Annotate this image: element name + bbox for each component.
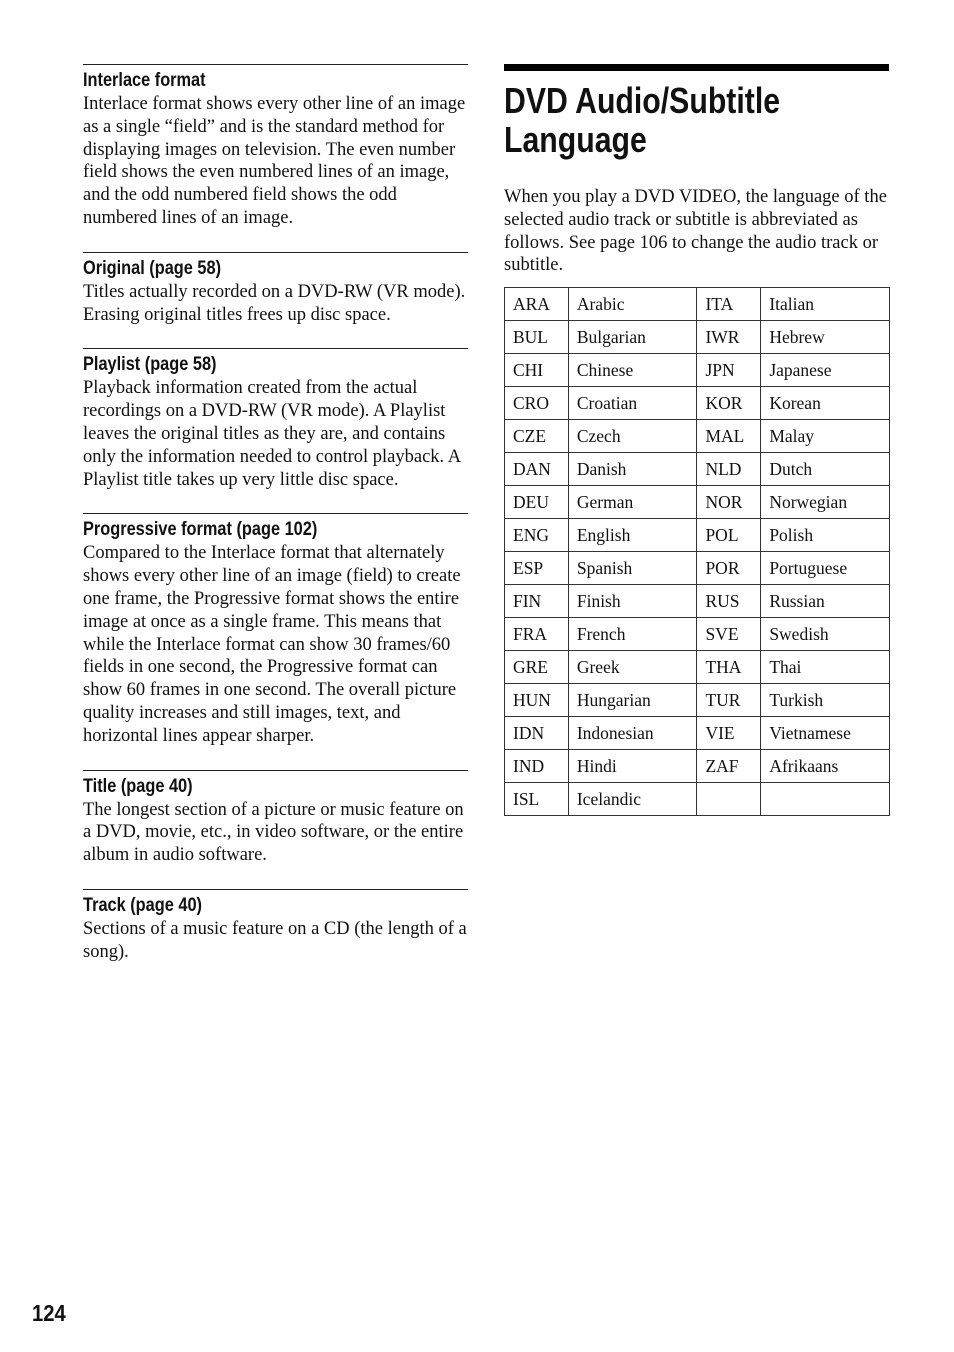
glossary-entry-original <box>83 252 468 327</box>
language-code-cell: CRO <box>505 387 569 420</box>
language-code-cell: IWR <box>697 321 761 354</box>
glossary-term: Progressive format (page 102) <box>83 519 318 541</box>
language-name-cell: Danish <box>568 453 697 486</box>
language-code-cell: JPN <box>697 354 761 387</box>
glossary-column <box>83 64 468 986</box>
language-code-cell: NOR <box>697 486 761 519</box>
table-row <box>505 453 890 486</box>
language-name-cell: Vietnamese <box>761 717 890 750</box>
language-name-cell: Dutch <box>761 453 890 486</box>
language-name-cell: Bulgarian <box>568 321 697 354</box>
language-name-cell: Japanese <box>761 354 890 387</box>
language-code-cell: FRA <box>505 618 569 651</box>
language-name-cell: Spanish <box>568 552 697 585</box>
language-code-cell: DEU <box>505 486 569 519</box>
language-name-cell: Swedish <box>761 618 890 651</box>
language-code-cell: MAL <box>697 420 761 453</box>
language-name-cell: Italian <box>761 288 890 321</box>
language-code-cell: ARA <box>505 288 569 321</box>
table-row <box>505 321 890 354</box>
language-name-cell: Norwegian <box>761 486 890 519</box>
language-code-cell: IND <box>505 750 569 783</box>
language-name-cell: English <box>568 519 697 552</box>
table-row <box>505 717 890 750</box>
language-code-cell: NLD <box>697 453 761 486</box>
glossary-definition: Titles actually recorded on a DVD-RW (VR mode). Erasing original titles frees up disc space. <box>83 281 466 325</box>
table-row <box>505 552 890 585</box>
language-code-cell: KOR <box>697 387 761 420</box>
language-code-cell: POR <box>697 552 761 585</box>
language-section <box>504 64 890 816</box>
language-code-cell: ZAF <box>697 750 761 783</box>
page-number: 124 <box>32 1300 66 1326</box>
table-row <box>505 354 890 387</box>
table-row <box>505 750 890 783</box>
language-name-cell: Hebrew <box>761 321 890 354</box>
glossary-entry-progressive <box>83 513 468 747</box>
table-row <box>505 387 890 420</box>
language-code-cell: ENG <box>505 519 569 552</box>
glossary-term: Title (page 40) <box>83 775 193 797</box>
language-code-cell: FIN <box>505 585 569 618</box>
glossary-definition: The longest section of a picture or music feature on a DVD, movie, etc., in video software, or the entire album in audio software. <box>83 799 464 866</box>
language-name-cell: Indonesian <box>568 717 697 750</box>
language-name-cell: Portuguese <box>761 552 890 585</box>
table-row <box>505 684 890 717</box>
language-code-cell: SVE <box>697 618 761 651</box>
language-name-cell: Hindi <box>568 750 697 783</box>
language-name-cell: Arabic <box>568 288 697 321</box>
glossary-term: Interlace format <box>83 70 206 91</box>
language-name-cell: Czech <box>568 420 697 453</box>
language-name-cell: Croatian <box>568 387 697 420</box>
language-name-cell: Finish <box>568 585 697 618</box>
glossary-term: Playlist (page 58) <box>83 354 217 376</box>
glossary-entry-interlace <box>83 64 468 230</box>
language-name-cell <box>761 783 890 816</box>
language-name-cell: German <box>568 486 697 519</box>
language-code-cell: CZE <box>505 420 569 453</box>
glossary-definition: Sections of a music feature on a CD (the length of a song). <box>83 918 467 962</box>
language-code-cell: IDN <box>505 717 569 750</box>
language-code-table <box>504 287 890 816</box>
table-row <box>505 519 890 552</box>
language-code-cell: BUL <box>505 321 569 354</box>
glossary-definition: Compared to the Interlace format that alternately shows every other line of an image (field) to create one frame, the Progressive format shows the entire image at once as a single frame. This means that while the Interlace format can show 30 frames/60 fields in one second, the Progressive format can show 60 frames in one second. The overall picture quality increases and still images, text, and horizontal lines appear sharper. <box>83 543 461 746</box>
language-code-cell: ESP <box>505 552 569 585</box>
language-name-cell: Turkish <box>761 684 890 717</box>
language-code-cell: THA <box>697 651 761 684</box>
glossary-term: Track (page 40) <box>83 894 202 916</box>
glossary-entry-track <box>83 889 468 964</box>
language-code-cell: GRE <box>505 651 569 684</box>
language-name-cell: Greek <box>568 651 697 684</box>
glossary-term: Original (page 58) <box>83 257 222 279</box>
language-code-cell: DAN <box>505 453 569 486</box>
glossary-entry-title <box>83 770 468 867</box>
language-name-cell: Chinese <box>568 354 697 387</box>
language-name-cell: Korean <box>761 387 890 420</box>
table-row <box>505 486 890 519</box>
glossary-definition: Playback information created from the actual recordings on a DVD-RW (VR mode). A Playlist leaves the original titles as they are, and contains only the information needed to control playback. A Playlist title takes up very little disc space. <box>83 378 461 490</box>
language-code-cell: RUS <box>697 585 761 618</box>
language-name-cell: Polish <box>761 519 890 552</box>
language-name-cell: Malay <box>761 420 890 453</box>
language-name-cell: Hungarian <box>568 684 697 717</box>
language-name-cell: Thai <box>761 651 890 684</box>
section-intro: When you play a DVD VIDEO, the language of the selected audio track or subtitle is abbreviated as follows. See page 106 to change the audio track or subtitle. <box>504 187 887 276</box>
language-code-cell: POL <box>697 519 761 552</box>
language-name-cell: Icelandic <box>568 783 697 816</box>
language-code-cell: ISL <box>505 783 569 816</box>
language-code-cell: ITA <box>697 288 761 321</box>
language-code-cell: HUN <box>505 684 569 717</box>
table-row <box>505 618 890 651</box>
section-title: DVD Audio/Subtitle Language <box>504 80 781 160</box>
table-row <box>505 585 890 618</box>
table-row <box>505 651 890 684</box>
glossary-entry-playlist <box>83 348 468 491</box>
glossary-definition: Interlace format shows every other line of an image as a single “field” and is the standard method for displaying images on television. The even number field shows the even numbered lines of an image, and the odd numbered field shows the odd numbered lines of an image. <box>83 94 466 228</box>
title-rule <box>504 64 889 71</box>
table-row <box>505 288 890 321</box>
language-code-cell: CHI <box>505 354 569 387</box>
language-name-cell: French <box>568 618 697 651</box>
language-name-cell: Russian <box>761 585 890 618</box>
language-name-cell: Afrikaans <box>761 750 890 783</box>
table-row <box>505 420 890 453</box>
language-code-cell <box>697 783 761 816</box>
language-code-table-body <box>505 288 890 816</box>
language-code-cell: TUR <box>697 684 761 717</box>
language-code-cell: VIE <box>697 717 761 750</box>
table-row <box>505 783 890 816</box>
